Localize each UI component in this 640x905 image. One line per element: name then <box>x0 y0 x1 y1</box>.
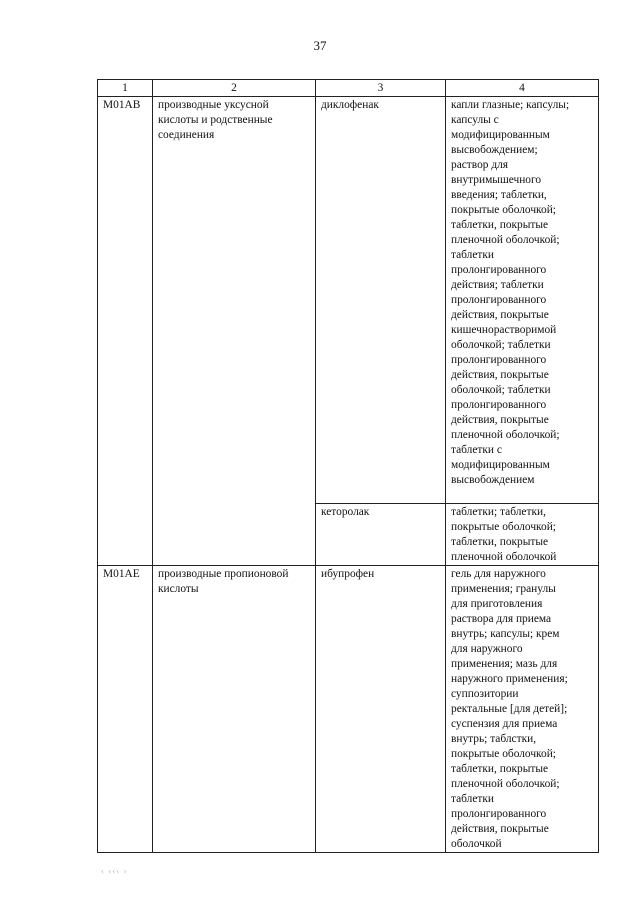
drug-name-cell: диклофенак <box>316 97 446 504</box>
column-header: 2 <box>153 80 316 97</box>
atc-code-cell: M01AB <box>98 97 153 566</box>
page-number: 37 <box>313 38 327 53</box>
group-cell: производные пропионовой кислоты <box>153 566 316 853</box>
column-header: 1 <box>98 80 153 97</box>
dosage-forms-cell: капли глазные; капсулы; капсулы с модифицированным высвобождением; раствор для внутримышечного введения; таблетки, покрытые оболочкой; таблетки, покрытые пленочной оболочкой; таблетки пролонгированного действия; таблетки пролонгированного действия, покрытые кишечнорастворимой оболочкой; таблетки пролонгированного действия, покрытые оболочкой; таблетки пролонгированного действия, покрытые пленочной оболочкой; таблетки с модифицированным высвобождением <box>446 97 599 504</box>
column-header: 3 <box>316 80 446 97</box>
dosage-forms-cell: гель для наружного применения; гранулы для приготовления раствора для приема внутрь; капсулы; крем для наружного применения; мазь для наружного применения; суппозитории ректальные [для детей]; суспензия для приема внутрь; таблстки, покрытые оболочкой; таблетки, покрытые пленочной оболочкой; таблетки пролонгированного действия, покрытые оболочкой <box>446 566 599 853</box>
drug-name-cell: ибупрофен <box>316 566 446 853</box>
drug-name-cell: кеторолак <box>316 504 446 566</box>
scan-mark: ‹ ‹‹‹ › <box>101 866 128 876</box>
table-row <box>98 566 599 853</box>
table-row <box>98 97 599 504</box>
drug-table <box>97 79 599 853</box>
group-cell: производные уксусной кислоты и родственные соединения <box>153 97 316 566</box>
table-header-row <box>98 80 599 97</box>
column-header: 4 <box>446 80 599 97</box>
dosage-forms-cell: таблетки; таблетки, покрытые оболочкой; таблетки, покрытые пленочной оболочкой <box>446 504 599 566</box>
atc-code-cell: M01AE <box>98 566 153 853</box>
